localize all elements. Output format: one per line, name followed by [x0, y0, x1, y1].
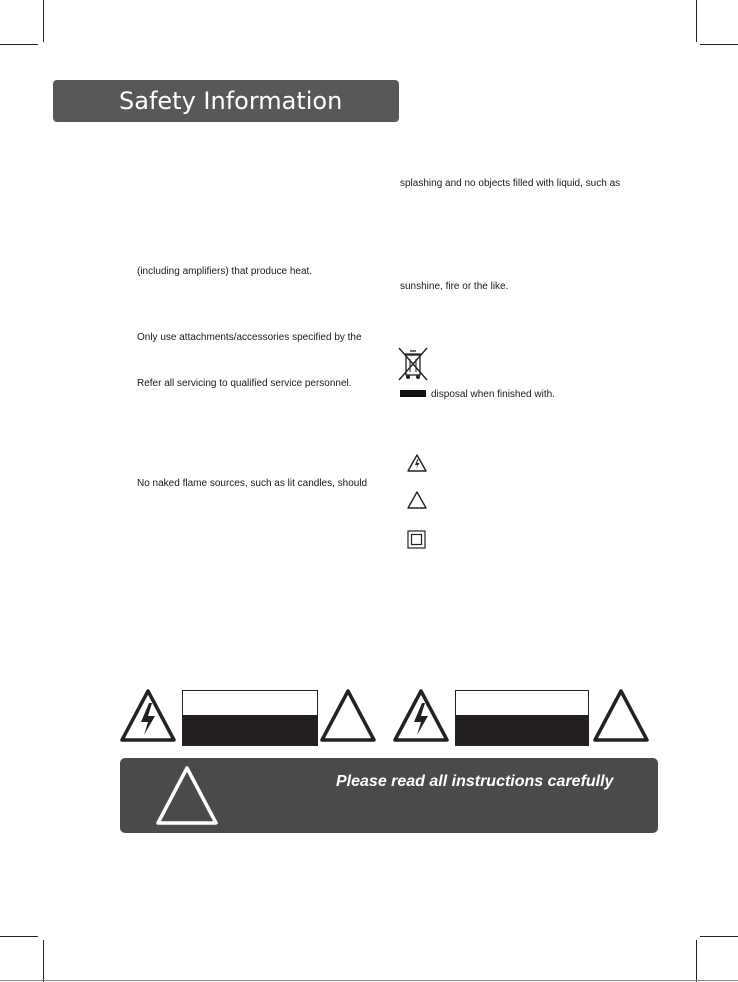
- double-square-icon: [407, 530, 426, 549]
- text-line: Only use attachments/accessories specified by the: [137, 332, 362, 343]
- text-line: sunshine, fire or the like.: [400, 281, 509, 292]
- crop-mark: [43, 0, 44, 42]
- warning-label-dark-band: [456, 715, 588, 745]
- crop-mark: [700, 44, 738, 45]
- crop-mark: [0, 936, 38, 937]
- text-line: No naked flame sources, such as lit candles, should: [137, 478, 368, 489]
- instructions-banner: [120, 758, 658, 833]
- section-header: [53, 80, 399, 122]
- exclamation-triangle-icon: [154, 764, 220, 828]
- crossed-out-bin-icon: [396, 345, 430, 383]
- exclamation-triangle-icon: [319, 688, 377, 744]
- exclamation-triangle-icon: [592, 688, 650, 744]
- exclamation-triangle-icon: [407, 491, 427, 509]
- text-line: splashing and no objects filled with liquid, such as: [400, 178, 621, 189]
- text-line: (including amplifiers) that produce heat.: [137, 266, 313, 277]
- crop-mark: [700, 936, 738, 937]
- warning-label: [182, 690, 318, 746]
- weee-bar: [400, 390, 426, 397]
- banner-text: Please read all instructions carefully: [336, 773, 614, 790]
- crop-mark: [0, 44, 38, 45]
- crop-mark: [696, 940, 697, 982]
- text-line: disposal when finished with.: [431, 389, 555, 400]
- lightning-triangle-icon: [407, 454, 427, 472]
- lightning-triangle-icon: [392, 688, 450, 744]
- lightning-triangle-icon: [119, 688, 177, 744]
- crop-mark: [43, 940, 44, 982]
- warning-label-dark-band: [183, 715, 317, 745]
- crop-mark: [696, 0, 697, 42]
- page-title: Safety Information: [119, 87, 343, 115]
- bleed-line: [0, 980, 738, 981]
- text-line: Refer all servicing to qualified service personnel.: [137, 378, 352, 389]
- warning-label: [455, 690, 589, 746]
